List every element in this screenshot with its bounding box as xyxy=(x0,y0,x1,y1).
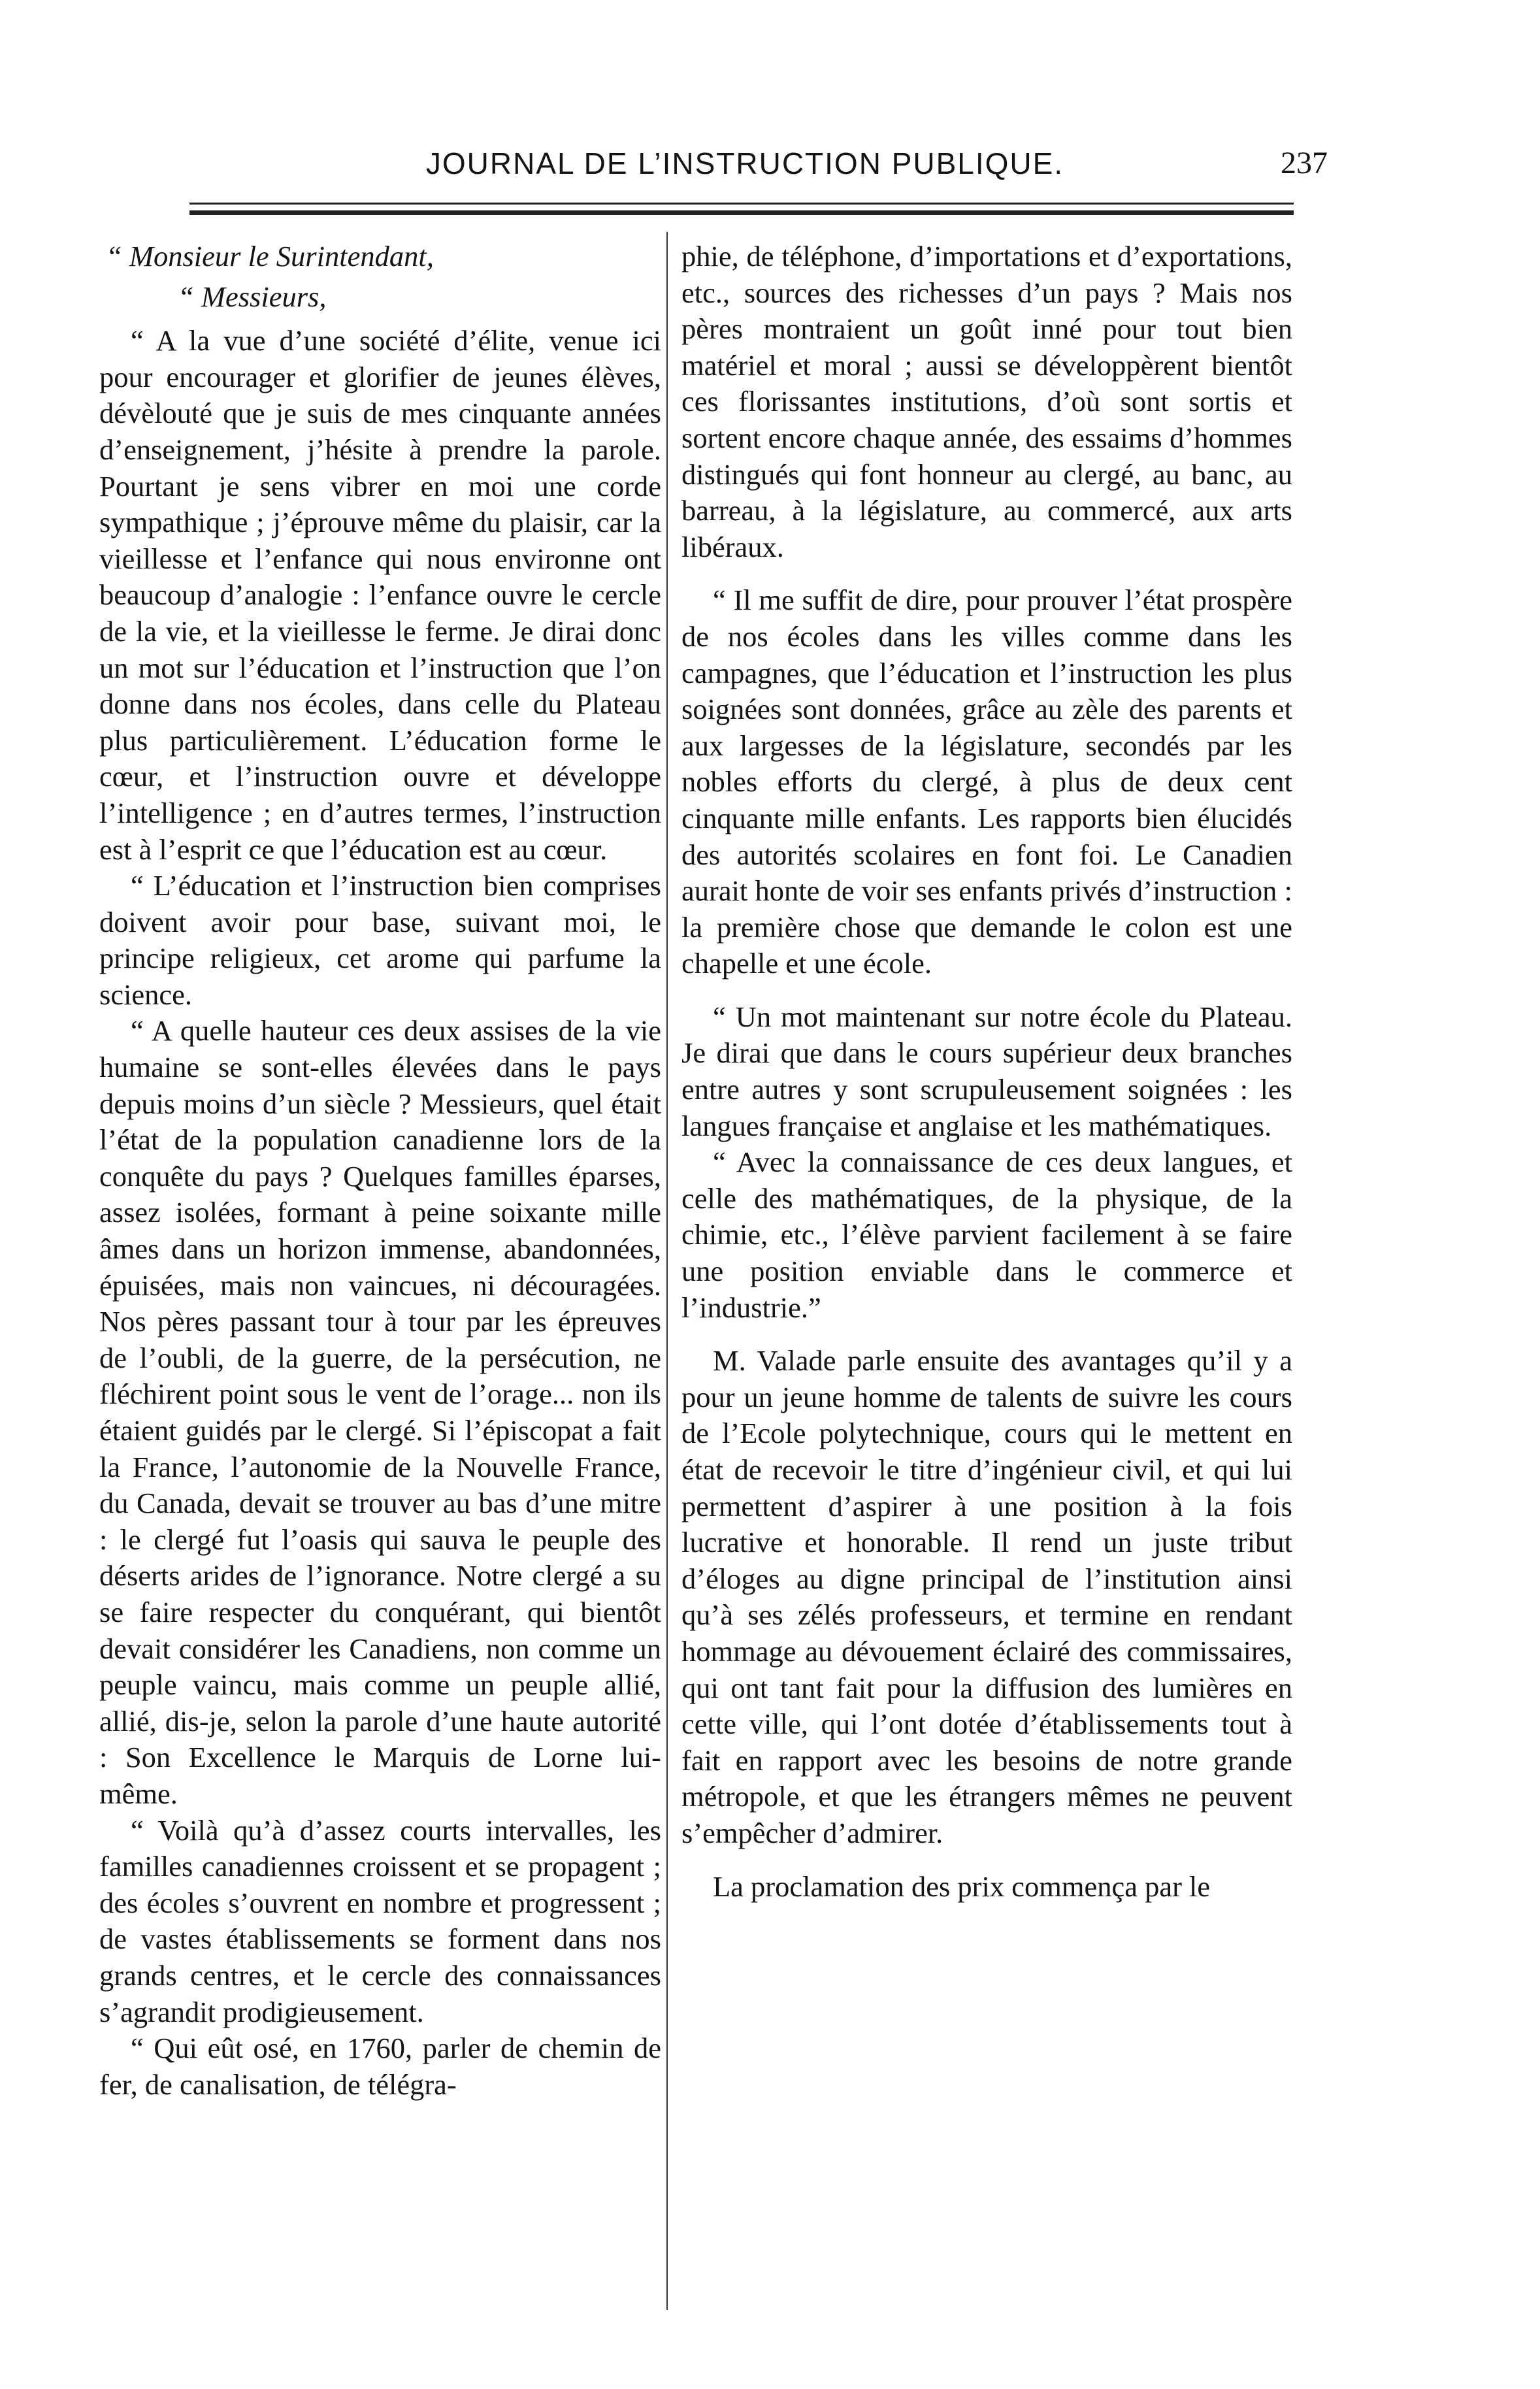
paragraph: “ Il me suffit de dire, pour prouver l’état prospère de nos écoles dans les villes comme dans les campagnes, que l’éducation et l’instruction les plus soignées sont données, grâce au zèle des parents et aux largesses de la législature, secondés par les nobles efforts du clergé, à plus de deux cent cinquante mille enfants. Les rapports bien élucidés des autorités scolaires en font foi. Le Canadien aurait honte de voir ses enfants privés d’instruction : la première chose que demande le colon est une chapelle et une école. xyxy=(681,584,1292,980)
paragraph: phie, de téléphone, d’importations et d’exportations, etc., sources des richesses d’un pays ? Mais nos pères montraient un goût inné pour tout bien matériel et moral ; aussi se développèrent bientôt ces florissantes institutions, d’où sont sortis et sortent encore chaque année, des essaims d’hommes distingués qui font honneur au clergé, au banc, au barreau, à la législature, au commercé, aux arts libéraux. xyxy=(681,240,1292,563)
salutation-surintendant: “ Monsieur le Surintendant, xyxy=(106,240,434,272)
header-rule-thin xyxy=(189,203,1294,205)
paragraph: “ L’éducation et l’instruction bien comprises doivent avoir pour base, suivant moi, le principe religieux, cet arome qui parfume la science. xyxy=(99,869,661,1011)
paragraph: “ Qui eût osé, en 1760, parler de chemin de fer, de canalisation, de télégra- xyxy=(99,2032,661,2101)
paragraph: “ Un mot maintenant sur notre école du Plateau. Je dirai que dans le cours supérieur deux branches entre autres y sont scrupuleusement soignées : les langues française et anglaise et les mathématiques. xyxy=(681,1000,1292,1142)
column-divider xyxy=(666,232,668,2310)
salutation-messieurs: “ Messieurs, xyxy=(178,280,327,313)
paragraph: “ Voilà qu’à d’assez courts intervalles, les familles canadiennes croissent et se propagent ; des écoles s’ouvrent en nombre et progressent ; de vastes établissements se forment dans nos grands centres, et le cercle des connaissances s’agrandit prodigieusement. xyxy=(99,1813,661,2028)
page-number: 237 xyxy=(1281,146,1328,180)
paragraph: “ A la vue d’une société d’élite, venue ici pour encourager et glorifier de jeunes élèves, dévèlouté que je suis de mes cinquante années d’enseignement, j’hésite à prendre la parole. Pourtant je sens vibrer en moi une corde sympathique ; j’éprouve même du plaisir, car la vieillesse et l’enfance qui nous environne ont beaucoup d’analogie : l’enfance ouvre le cercle de la vie, et la vieillesse le ferme. Je dirai donc un mot sur l’éducation et l’instruction que l’on donne dans nos écoles, dans celle du Plateau plus particulièrement. L’éducation forme le cœur, et l’instruction ouvre et développe l’intelligence ; en d’autres termes, l’instruction est à l’esprit ce que l’éducation est au cœur. xyxy=(99,324,661,866)
paragraph: “ A quelle hauteur ces deux assises de la vie humaine se sont-elles élevées dans le pays depuis moins d’un siècle ? Messieurs, quel était l’état de la population canadienne lors de la conquête du pays ? Quelques familles éparses, assez isolées, formant à peine soixante mille âmes dans un horizon immense, abandonnées, épuisées, mais non vaincues, ni découragées. Nos pères passant tour à tour par les épreuves de l’oubli, de la guerre, de la persécution, ne fléchirent point sous le vent de l’orage... non ils étaient guidés par le clergé. Si l’épiscopat a fait la France, l’autonomie de la Nouvelle France, du Canada, devait se trouver au bas d’une mitre : le clergé fut l’oasis qui sauva le peuple des déserts arides de l’ignorance. Notre clergé a su se faire respecter du conquérant, qui bientôt devait considérer les Canadiens, non comme un peuple vaincu, mais comme un peuple allié, allié, dis-je, selon la parole d’une haute autorité : Son Excellence le Marquis de Lorne lui-même. xyxy=(99,1014,661,1810)
header-rule-thick xyxy=(189,210,1294,215)
paragraph: La proclamation des prix commença par le xyxy=(713,1870,1211,1903)
left-column xyxy=(99,239,661,2103)
running-head xyxy=(0,140,1540,186)
running-title: JOURNAL DE L’INSTRUCTION PUBLIQUE. xyxy=(425,146,1064,180)
paragraph: “ Avec la connaissance de ces deux langues, et celle des mathématiques, de la physique, de la chimie, etc., l’élève parvient facilement à se faire une position enviable dans le commerce et l’industrie.” xyxy=(681,1145,1292,1324)
right-column xyxy=(681,239,1292,1905)
paragraph: M. Valade parle ensuite des avantages qu’il y a pour un jeune homme de talents de suivre les cours de l’Ecole polytechnique, cours qui le mettent en état de recevoir le titre d’ingénieur civil, et qui lui permettent d’aspirer à une position à la fois lucrative et honorable. Il rend un juste tribut d’éloges au digne principal de l’institution ainsi qu’à ses zélés professeurs, et termine en rendant hommage au dévouement éclairé des commissaires, qui ont tant fait pour la diffusion des lumières en cette ville, qui l’ont dotée d’établissements tout à fait en rapport avec les besoins de notre grande métropole, et que les étrangers mêmes ne peuvent s’empêcher d’admirer. xyxy=(681,1344,1292,1849)
